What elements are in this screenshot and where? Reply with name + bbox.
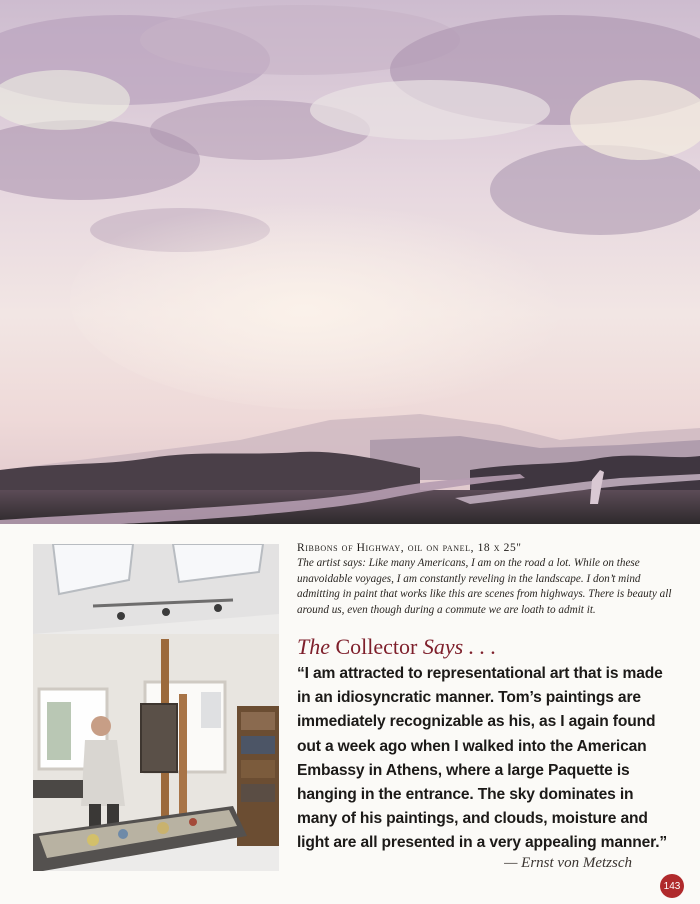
collector-heading xyxy=(297,634,677,660)
caption-title: Ribbons of Highway, oil on panel, 18 x 25" xyxy=(297,542,522,554)
studio-photo xyxy=(33,544,279,871)
caption-body: The artist says: Like many Americans, I am on the road a lot. While on these unavoidable voyages, I am constantly reveling in the landscape. I don’t mind admitting in paint that works like this are scenes from highways. There is beauty all around us, even though during a commute we are loath to admit it. xyxy=(297,557,672,616)
quote-attribution: — Ernst von Metzsch xyxy=(504,855,632,871)
heading-word-the: The xyxy=(297,634,330,659)
page-number-badge: 143 xyxy=(660,874,684,898)
heading-word-says: Says . . . xyxy=(422,634,497,659)
collector-quote: “I am attracted to representational art that is made in an idiosyncratic manner. Tom’s paintings are immediately recognizable as his, as I again found out a week ago when I walked into the American Embassy in Athens, where a large Paquette is hanging in the entrance. The sky dominates in many of his paintings, and clouds, moisture and light are all presented in a very appealing manner.” xyxy=(297,665,668,852)
heading-word-collector: Collector xyxy=(335,634,418,659)
painting-caption xyxy=(297,541,677,618)
